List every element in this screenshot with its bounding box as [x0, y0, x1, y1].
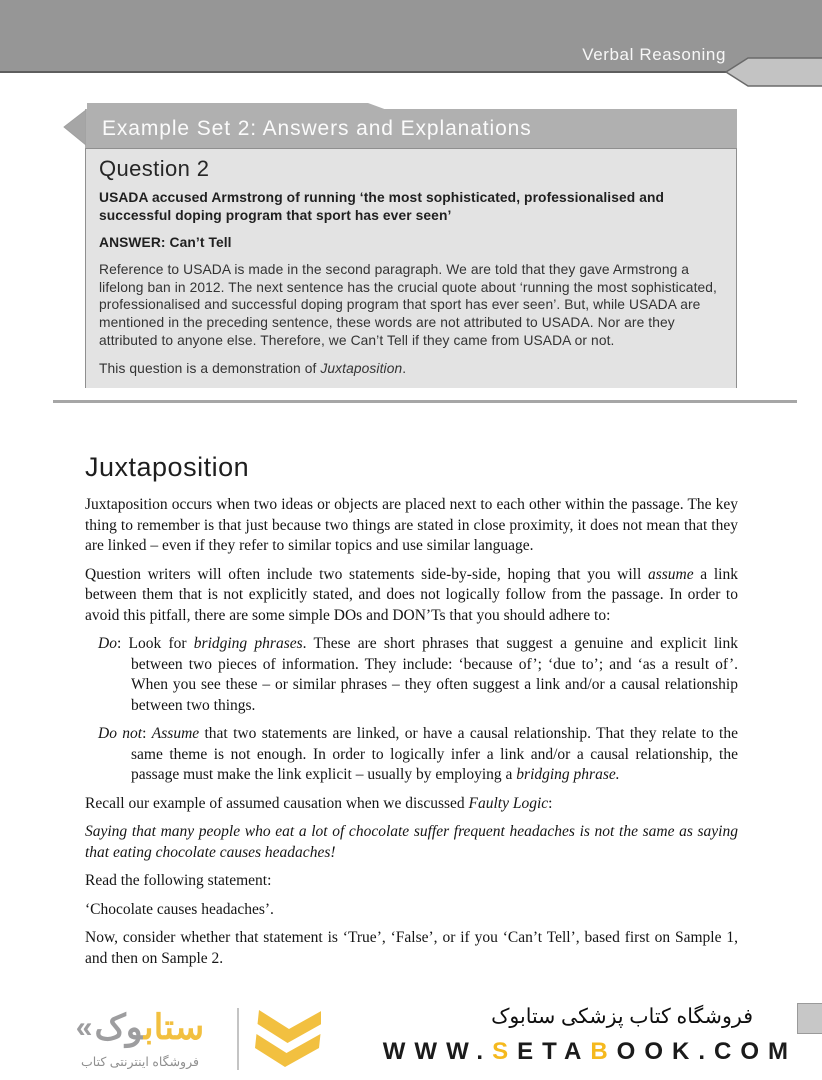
url-accent-b: B	[590, 1038, 617, 1065]
corner-tab-shape	[720, 55, 822, 89]
paragraph-chocolate-example: Saying that many people who eat a lot of chocolate suffer frequent headaches is not the same as saying that eating chocolate causes headaches!	[85, 823, 738, 861]
website-url	[383, 1038, 797, 1066]
page-number-tab	[797, 1003, 822, 1034]
main-content	[85, 450, 738, 977]
setabook-wordmark	[60, 1006, 220, 1050]
paragraph-question-writers: Question writers will often include two statements side-by-side, hoping that you will assume a link between them that is not explicitly stated, and does not logically follow from the passage. In order to avoid this pitfall, there are some simple DOs and DON’Ts that you should adhere to:	[85, 565, 738, 624]
question-demo-note: This question is a demonstration of Juxtaposition.	[99, 360, 407, 376]
question-box-underline	[53, 400, 797, 403]
question-answer: ANSWER: Can’t Tell	[99, 235, 232, 250]
banner-notch-icon	[63, 109, 86, 148]
wordmark-yellow-part: ستاب‍	[143, 1008, 205, 1047]
url-suffix: OOK.COM	[616, 1038, 797, 1065]
section-heading: Juxtaposition	[85, 452, 250, 482]
question-title: Question 2	[99, 156, 210, 181]
wordmark-gray-part: ‍وک	[94, 1008, 144, 1047]
url-mid: ETA	[517, 1038, 591, 1065]
logo-divider	[237, 1008, 239, 1070]
paragraph-statement-quote: ‘Chocolate causes headaches’.	[85, 900, 274, 918]
wordmark-guillemet: «	[75, 1011, 93, 1044]
question-explanation: Reference to USADA is made in the second paragraph. We are told that they gave Armstrong a lifelong ban in 2012. The next sentence has the crucial quote about ‘running the most sophisticated, professionalised and successful doping program that sport has ever seen’. But, while USADA are mentioned in the preceding sentence, these words are not attributed to USADA. Nor are they attributed to anyone else. Therefore, we Can’t Tell if they came from USADA or not.	[99, 262, 717, 348]
section-banner-title: Example Set 2: Answers and Explanations	[102, 117, 532, 140]
url-prefix: WWW.	[382, 1038, 493, 1065]
paragraph-recall: Recall our example of assumed causation when we discussed Faulty Logic:	[85, 794, 553, 812]
url-accent-s: S	[492, 1038, 518, 1065]
logo-tagline: فروشگاه اینترنتی کتاب	[81, 1055, 199, 1069]
chapter-title: Verbal Reasoning	[582, 45, 726, 64]
paragraph-consider: Now, consider whether that statement is ‘True’, ‘False’, or if you ‘Can’t Tell’, based first on Sample 1, and then on Sample 2.	[85, 929, 738, 967]
question-box	[85, 148, 737, 388]
store-title: فروشگاه کتاب پزشکی ستابوک	[491, 1005, 753, 1028]
paragraph-intro: Juxtaposition occurs when two ideas or objects are placed next to each other within the passage. The key thing to remember is that just because two things are stated in close proximity, it does not mean that they are linked – even if they refer to similar topics and use similar language.	[85, 496, 738, 554]
list-item-do: Do: Look for bridging phrases. These are short phrases that suggest a genuine and explicit link between two pieces of information. They include: ‘because of’; ‘due to’; and ‘as a result of’. When you see these – or similar phrases – they often suggest a link and/or a causal relationship between two things.	[98, 635, 738, 714]
section-banner	[85, 109, 737, 148]
question-statement: USADA accused Armstrong of running ‘the most sophisticated, professionalised and successful doping program that sport has ever seen’	[99, 190, 665, 223]
setabook-chevron-icon	[247, 1010, 321, 1072]
publisher-footer	[0, 1000, 822, 1080]
page-header-band	[0, 0, 822, 73]
list-item-do-not: Do not: Assume that two statements are linked, or have a causal relationship. That they relate to the same theme is not enough. In order to logically infer a link and/or a causal relationship, the passage must make the link explicit – usually by employing a bridging phrase.	[98, 725, 738, 783]
paragraph-read-statement: Read the following statement:	[85, 872, 272, 889]
